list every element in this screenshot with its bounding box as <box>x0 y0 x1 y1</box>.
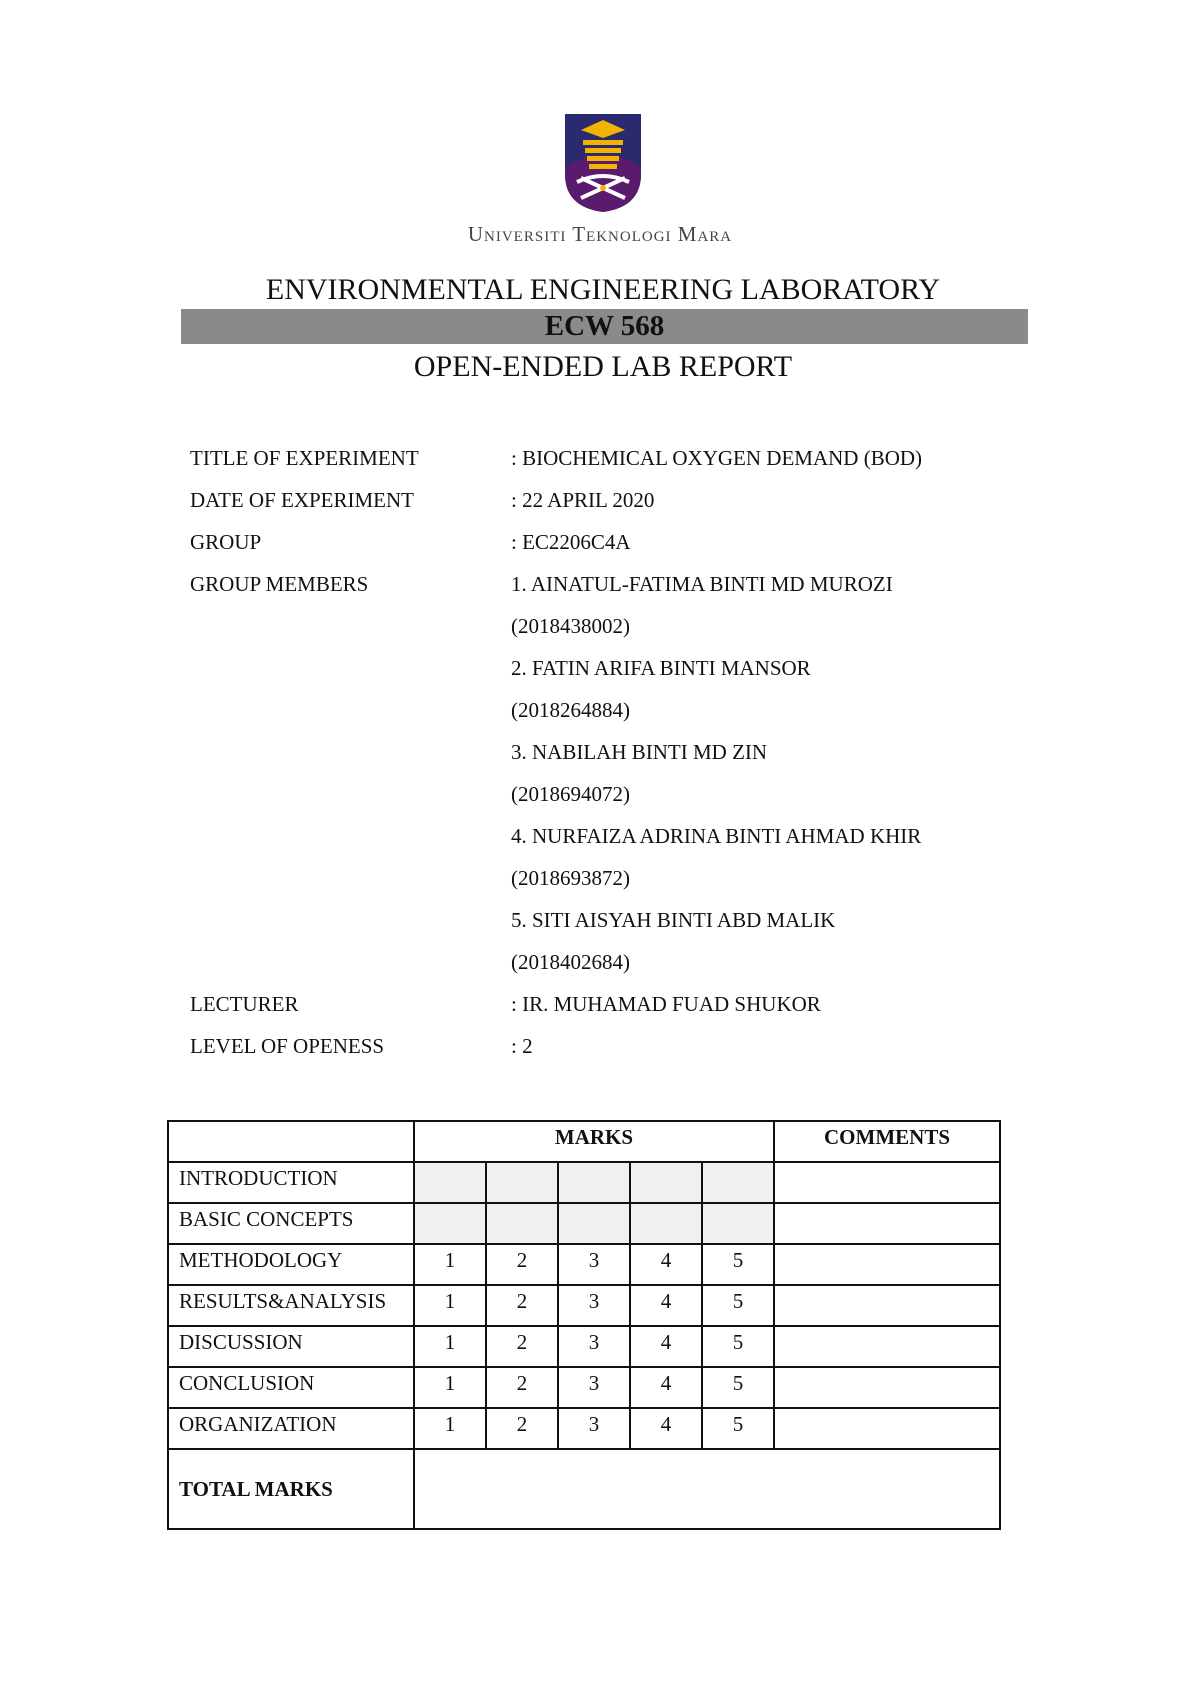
mark-option[interactable]: 4 <box>630 1408 702 1449</box>
info-label <box>190 866 511 908</box>
total-label: TOTAL MARKS <box>168 1449 414 1529</box>
mark-option[interactable]: 3 <box>558 1326 630 1367</box>
shaded-mark-cell <box>630 1162 702 1203</box>
info-value: 3. NABILAH BINTI MD ZIN <box>511 740 768 764</box>
table-row <box>168 1326 1000 1367</box>
mark-option[interactable]: 2 <box>486 1244 558 1285</box>
info-label: LECTURER <box>190 992 299 1016</box>
info-row <box>190 698 922 740</box>
info-label: DATE OF EXPERIMENT <box>190 488 414 512</box>
comment-cell[interactable] <box>774 1162 1000 1203</box>
info-label <box>190 908 511 950</box>
info-label: TITLE OF EXPERIMENT <box>190 446 419 470</box>
info-row <box>190 488 922 530</box>
info-row <box>190 908 922 950</box>
criterion-label: DISCUSSION <box>168 1326 414 1367</box>
mark-option[interactable]: 5 <box>702 1285 774 1326</box>
info-value: (2018264884) <box>511 698 630 722</box>
uitm-logo-icon <box>563 112 643 214</box>
blank-cell <box>168 1121 414 1162</box>
mark-option[interactable]: 5 <box>702 1367 774 1408</box>
info-value: 2. FATIN ARIFA BINTI MANSOR <box>511 656 811 680</box>
table-row <box>168 1203 1000 1244</box>
mark-option[interactable]: 5 <box>702 1408 774 1449</box>
info-label: LEVEL OF OPENESS <box>190 1034 385 1058</box>
total-value-cell[interactable] <box>414 1449 1000 1529</box>
mark-option[interactable]: 3 <box>558 1285 630 1326</box>
info-row <box>190 950 922 992</box>
mark-option[interactable]: 4 <box>630 1285 702 1326</box>
info-row <box>190 572 922 614</box>
shaded-mark-cell <box>558 1162 630 1203</box>
mark-option[interactable]: 3 <box>558 1408 630 1449</box>
mark-option[interactable]: 4 <box>630 1326 702 1367</box>
criterion-label: METHODOLOGY <box>168 1244 414 1285</box>
mark-option[interactable]: 1 <box>414 1367 486 1408</box>
info-label <box>190 656 511 698</box>
table-row <box>168 1244 1000 1285</box>
total-row <box>168 1449 1000 1529</box>
university-name: Universiti Teknologi Mara <box>467 222 733 246</box>
shaded-mark-cell <box>414 1162 486 1203</box>
shaded-mark-cell <box>630 1203 702 1244</box>
comment-cell[interactable] <box>774 1203 1000 1244</box>
shaded-mark-cell <box>702 1162 774 1203</box>
criterion-label: BASIC CONCEPTS <box>168 1203 414 1244</box>
info-value: : 22 APRIL 2020 <box>511 488 655 512</box>
mark-option[interactable]: 3 <box>558 1244 630 1285</box>
mark-option[interactable]: 2 <box>486 1367 558 1408</box>
criterion-label: RESULTS&ANALYSIS <box>168 1285 414 1326</box>
info-value: : IR. MUHAMAD FUAD SHUKOR <box>511 992 821 1016</box>
marks-header: MARKS <box>414 1121 774 1162</box>
table-row <box>168 1285 1000 1326</box>
comments-header: COMMENTS <box>774 1121 1000 1162</box>
info-value: 5. SITI AISYAH BINTI ABD MALIK <box>511 908 836 932</box>
table-row <box>168 1162 1000 1203</box>
info-label <box>190 698 511 740</box>
mark-option[interactable]: 1 <box>414 1285 486 1326</box>
info-value: (2018402684) <box>511 950 630 974</box>
table-row <box>168 1408 1000 1449</box>
mark-option[interactable]: 1 <box>414 1408 486 1449</box>
mark-option[interactable]: 4 <box>630 1367 702 1408</box>
marks-table <box>167 1120 1001 1530</box>
info-row <box>190 782 922 824</box>
comment-cell[interactable] <box>774 1244 1000 1285</box>
lab-title: ENVIRONMENTAL ENGINEERING LABORATORY <box>265 273 941 306</box>
info-label <box>190 782 511 824</box>
info-row <box>190 614 922 656</box>
shaded-mark-cell <box>486 1203 558 1244</box>
info-value: : BIOCHEMICAL OXYGEN DEMAND (BOD) <box>511 446 923 470</box>
comment-cell[interactable] <box>774 1408 1000 1449</box>
info-label: GROUP MEMBERS <box>190 572 369 596</box>
info-row <box>190 866 922 908</box>
criterion-label: ORGANIZATION <box>168 1408 414 1449</box>
info-row <box>190 446 922 488</box>
mark-option[interactable]: 5 <box>702 1326 774 1367</box>
mark-option[interactable]: 2 <box>486 1285 558 1326</box>
info-label <box>190 614 511 656</box>
info-row <box>190 656 922 698</box>
experiment-info <box>190 446 922 1076</box>
mark-option[interactable]: 2 <box>486 1408 558 1449</box>
mark-option[interactable]: 1 <box>414 1326 486 1367</box>
comment-cell[interactable] <box>774 1367 1000 1408</box>
info-value: (2018694072) <box>511 782 630 806</box>
info-row <box>190 740 922 782</box>
course-code: ECW 568 <box>181 309 1028 344</box>
info-value: 1. AINATUL-FATIMA BINTI MD MUROZI <box>511 572 893 596</box>
criterion-label: INTRODUCTION <box>168 1162 414 1203</box>
comment-cell[interactable] <box>774 1326 1000 1367</box>
info-row <box>190 530 922 572</box>
info-label <box>190 824 511 866</box>
criterion-label: CONCLUSION <box>168 1367 414 1408</box>
mark-option[interactable]: 2 <box>486 1326 558 1367</box>
comment-cell[interactable] <box>774 1285 1000 1326</box>
info-row <box>190 992 922 1034</box>
info-value: : 2 <box>511 1034 533 1058</box>
info-row <box>190 824 922 866</box>
mark-option[interactable]: 4 <box>630 1244 702 1285</box>
info-label <box>190 740 511 782</box>
report-subtitle: OPEN-ENDED LAB REPORT <box>413 350 793 383</box>
shaded-mark-cell <box>414 1203 486 1244</box>
shaded-mark-cell <box>486 1162 558 1203</box>
mark-option[interactable]: 5 <box>702 1244 774 1285</box>
table-row <box>168 1367 1000 1408</box>
info-label: GROUP <box>190 530 262 554</box>
shaded-mark-cell <box>702 1203 774 1244</box>
mark-option[interactable]: 3 <box>558 1367 630 1408</box>
info-value: 4. NURFAIZA ADRINA BINTI AHMAD KHIR <box>511 824 922 848</box>
info-value: (2018693872) <box>511 866 630 890</box>
table-header-row <box>168 1121 1000 1162</box>
info-label <box>190 950 511 992</box>
info-row <box>190 1034 922 1076</box>
mark-option[interactable]: 1 <box>414 1244 486 1285</box>
info-value: : EC2206C4A <box>511 530 631 554</box>
shaded-mark-cell <box>558 1203 630 1244</box>
info-value: (2018438002) <box>511 614 630 638</box>
